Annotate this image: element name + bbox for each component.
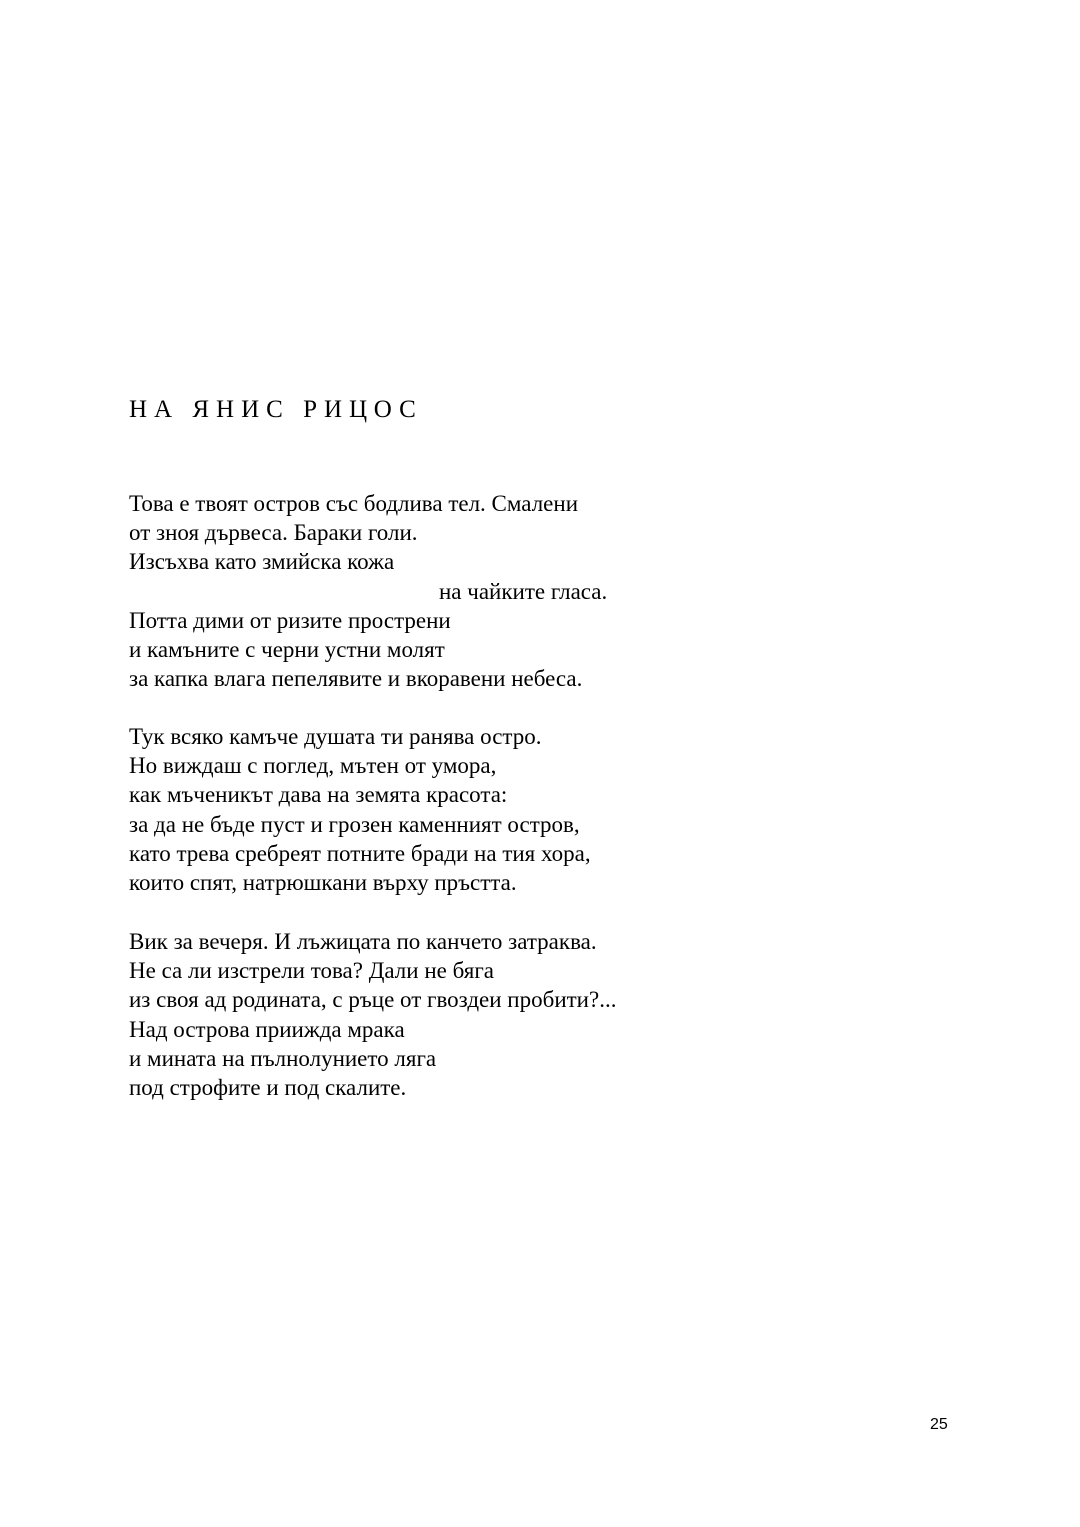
poem-line-indented: на чайките гласа. [439, 578, 608, 604]
page-number: 25 [930, 1416, 948, 1433]
stanza-3 [129, 927, 616, 1102]
poem-line: из своя ад родината, с ръце от гвоздеи пробити?... [129, 987, 617, 1013]
poem-line: под строфите и под скалите. [129, 1074, 407, 1100]
poem-line: Вик за вечеря. И лъжицата по канчето затраква. [129, 929, 597, 954]
poem-line: Но виждаш с поглед, мътен от умора, [129, 753, 497, 779]
poem-line: Над острова прииждa мрака [129, 1016, 405, 1042]
poem-line: и камъните с черни устни молят [129, 636, 445, 662]
poem-title: НА ЯНИС РИЦОС [129, 396, 423, 423]
poem-line: от зноя дървеса. Бараки голи. [129, 520, 418, 546]
poem-line: Тук всяко камъче душата ти ранява остро. [129, 724, 542, 749]
poem-line: които спят, натрюшкани върху пръстта. [129, 869, 517, 895]
poem-line: Не са ли изстрели това? Дали не бяга [129, 958, 494, 984]
poem-line: как мъченикът дава на земята красота: [129, 782, 508, 808]
poem-line: като трева сребреят потните бради на тия хора, [129, 840, 591, 866]
poem-line: и мината на пълнолунието ляга [129, 1045, 437, 1071]
poem-line: Потта дими от ризите прострени [129, 607, 451, 633]
poem-line: за капка влага пепелявите и вкоравени небеса. [129, 666, 583, 692]
stanza-2 [129, 722, 591, 897]
poem-line: Изсъхва като змийска кожа [129, 549, 395, 575]
stanza-1 [129, 489, 607, 693]
poem-line: за да не бъде пуст и грозен каменният остров, [129, 811, 580, 837]
poem-line: Това е твоят остров със бодлива тел. Смалени [129, 491, 579, 516]
